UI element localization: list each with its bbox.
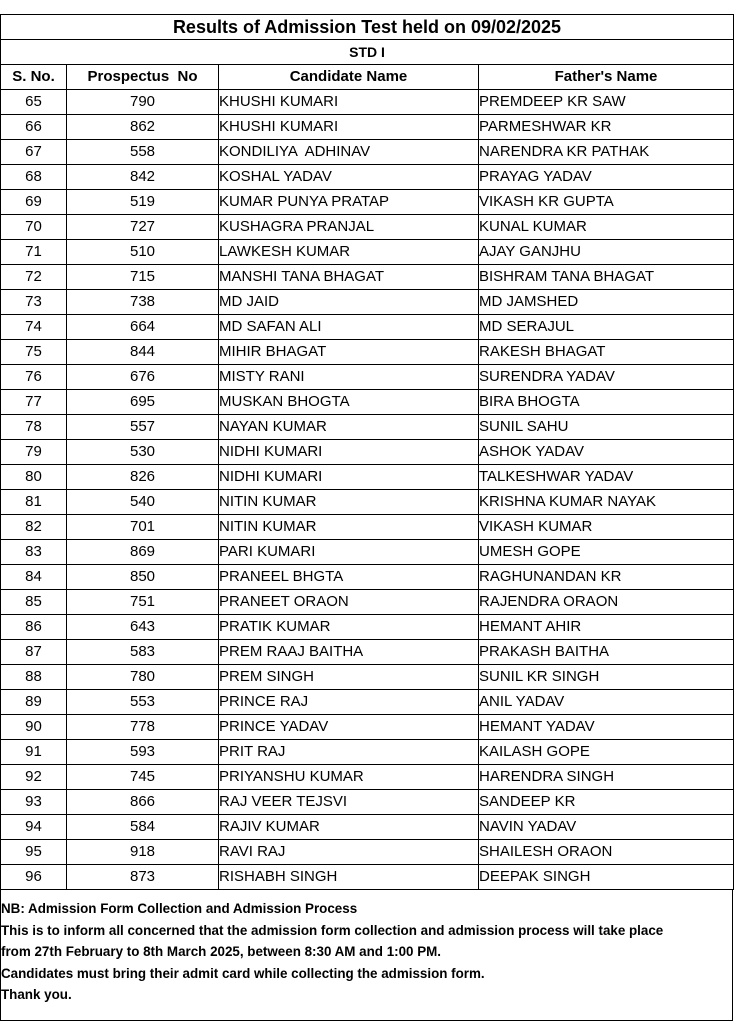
table-row: [1, 140, 734, 165]
candidate-name-cell: PRANEEL BHGTA: [219, 565, 479, 590]
serial-number-cell: 78: [1, 415, 67, 440]
serial-number-cell: 79: [1, 440, 67, 465]
table-row: [1, 165, 734, 190]
candidate-name-cell: PRINCE YADAV: [219, 715, 479, 740]
table-row: [1, 490, 734, 515]
serial-number-cell: 94: [1, 815, 67, 840]
candidate-name-cell: NITIN KUMAR: [219, 515, 479, 540]
candidate-name-cell: RISHABH SINGH: [219, 865, 479, 890]
prospectus-number-cell: 701: [67, 515, 219, 540]
serial-number-cell: 95: [1, 840, 67, 865]
candidate-name-cell: KUMAR PUNYA PRATAP: [219, 190, 479, 215]
father-name-cell: KRISHNA KUMAR NAYAK: [479, 490, 734, 515]
table-row: [1, 740, 734, 765]
table-row: [1, 240, 734, 265]
serial-number-cell: 71: [1, 240, 67, 265]
prospectus-number-cell: 557: [67, 415, 219, 440]
prospectus-number-cell: 873: [67, 865, 219, 890]
column-header-candidate: Candidate Name: [219, 65, 479, 90]
notice-line: from 27th February to 8th March 2025, between 8:30 AM and 1:00 PM.: [1, 944, 442, 959]
father-name-cell: ASHOK YADAV: [479, 440, 734, 465]
results-table: [0, 14, 734, 890]
prospectus-number-cell: 664: [67, 315, 219, 340]
title-row: [1, 15, 734, 40]
table-row: [1, 340, 734, 365]
table-row: [1, 790, 734, 815]
table-row: [1, 90, 734, 115]
prospectus-number-cell: 745: [67, 765, 219, 790]
table-row: [1, 315, 734, 340]
table-row: [1, 365, 734, 390]
prospectus-number-cell: 826: [67, 465, 219, 490]
father-name-cell: KAILASH GOPE: [479, 740, 734, 765]
serial-number-cell: 75: [1, 340, 67, 365]
serial-number-cell: 90: [1, 715, 67, 740]
prospectus-number-cell: 593: [67, 740, 219, 765]
prospectus-number-cell: 510: [67, 240, 219, 265]
prospectus-number-cell: 869: [67, 540, 219, 565]
father-name-cell: HARENDRA SINGH: [479, 765, 734, 790]
prospectus-number-cell: 530: [67, 440, 219, 465]
serial-number-cell: 87: [1, 640, 67, 665]
prospectus-number-cell: 583: [67, 640, 219, 665]
serial-number-cell: 74: [1, 315, 67, 340]
table-row: [1, 440, 734, 465]
father-name-cell: SANDEEP KR: [479, 790, 734, 815]
serial-number-cell: 89: [1, 690, 67, 715]
prospectus-number-cell: 553: [67, 690, 219, 715]
prospectus-number-cell: 778: [67, 715, 219, 740]
serial-number-cell: 92: [1, 765, 67, 790]
serial-number-cell: 86: [1, 615, 67, 640]
father-name-cell: MD SERAJUL: [479, 315, 734, 340]
table-row: [1, 465, 734, 490]
notice-block: [0, 890, 733, 1021]
father-name-cell: RAJENDRA ORAON: [479, 590, 734, 615]
candidate-name-cell: PRATIK KUMAR: [219, 615, 479, 640]
serial-number-cell: 82: [1, 515, 67, 540]
serial-number-cell: 72: [1, 265, 67, 290]
father-name-cell: RAKESH BHAGAT: [479, 340, 734, 365]
father-name-cell: RAGHUNANDAN KR: [479, 565, 734, 590]
prospectus-number-cell: 676: [67, 365, 219, 390]
father-name-cell: NARENDRA KR PATHAK: [479, 140, 734, 165]
table-row: [1, 190, 734, 215]
prospectus-number-cell: 780: [67, 665, 219, 690]
table-row: [1, 115, 734, 140]
father-name-cell: BISHRAM TANA BHAGAT: [479, 265, 734, 290]
serial-number-cell: 69: [1, 190, 67, 215]
prospectus-number-cell: 866: [67, 790, 219, 815]
serial-number-cell: 66: [1, 115, 67, 140]
notice-line: Candidates must bring their admit card while collecting the admission form.: [1, 965, 485, 981]
table-row: [1, 565, 734, 590]
prospectus-number-cell: 558: [67, 140, 219, 165]
table-row: [1, 765, 734, 790]
prospectus-number-cell: 862: [67, 115, 219, 140]
page-title: Results of Admission Test held on 09/02/2025: [1, 15, 734, 40]
father-name-cell: SURENDRA YADAV: [479, 365, 734, 390]
candidate-name-cell: KOSHAL YADAV: [219, 165, 479, 190]
father-name-cell: VIKASH KUMAR: [479, 515, 734, 540]
table-row: [1, 290, 734, 315]
serial-number-cell: 83: [1, 540, 67, 565]
table-row: [1, 815, 734, 840]
candidate-name-cell: PRANEET ORAON: [219, 590, 479, 615]
column-header-sno: S. No.: [1, 65, 67, 90]
father-name-cell: HEMANT YADAV: [479, 715, 734, 740]
father-name-cell: BIRA BHOGTA: [479, 390, 734, 415]
table-row: [1, 665, 734, 690]
serial-number-cell: 88: [1, 665, 67, 690]
serial-number-cell: 91: [1, 740, 67, 765]
notice-closing: Thank you.: [1, 987, 72, 1002]
prospectus-number-cell: 790: [67, 90, 219, 115]
serial-number-cell: 84: [1, 565, 67, 590]
candidate-name-cell: NIDHI KUMARI: [219, 465, 479, 490]
notice-line: This is to inform all concerned that the admission form collection and admission process will take place: [1, 922, 664, 938]
candidate-name-cell: MANSHI TANA BHAGAT: [219, 265, 479, 290]
father-name-cell: SHAILESH ORAON: [479, 840, 734, 865]
candidate-name-cell: NAYAN KUMAR: [219, 415, 479, 440]
candidate-name-cell: MIHIR BHAGAT: [219, 340, 479, 365]
table-row: [1, 540, 734, 565]
notice-heading: NB: Admission Form Collection and Admission Process: [1, 901, 358, 916]
serial-number-cell: 85: [1, 590, 67, 615]
candidate-name-cell: PREM RAAJ BAITHA: [219, 640, 479, 665]
table-row: [1, 865, 734, 890]
candidate-name-cell: RAJ VEER TEJSVI: [219, 790, 479, 815]
candidate-name-cell: KONDILIYA ADHINAV: [219, 140, 479, 165]
father-name-cell: DEEPAK SINGH: [479, 865, 734, 890]
table-row: [1, 690, 734, 715]
candidate-name-cell: PARI KUMARI: [219, 540, 479, 565]
serial-number-cell: 67: [1, 140, 67, 165]
prospectus-number-cell: 643: [67, 615, 219, 640]
father-name-cell: SUNIL KR SINGH: [479, 665, 734, 690]
table-row: [1, 215, 734, 240]
candidate-name-cell: MUSKAN BHOGTA: [219, 390, 479, 415]
prospectus-number-cell: 540: [67, 490, 219, 515]
candidate-name-cell: MD SAFAN ALI: [219, 315, 479, 340]
serial-number-cell: 81: [1, 490, 67, 515]
father-name-cell: NAVIN YADAV: [479, 815, 734, 840]
table-row: [1, 265, 734, 290]
candidate-name-cell: RAVI RAJ: [219, 840, 479, 865]
father-name-cell: AJAY GANJHU: [479, 240, 734, 265]
prospectus-number-cell: 695: [67, 390, 219, 415]
table-row: [1, 615, 734, 640]
candidate-name-cell: NITIN KUMAR: [219, 490, 479, 515]
prospectus-number-cell: 850: [67, 565, 219, 590]
candidate-name-cell: PRIT RAJ: [219, 740, 479, 765]
table-row: [1, 640, 734, 665]
table-row: [1, 590, 734, 615]
class-label: STD I: [1, 40, 734, 65]
candidate-name-cell: KUSHAGRA PRANJAL: [219, 215, 479, 240]
father-name-cell: VIKASH KR GUPTA: [479, 190, 734, 215]
prospectus-number-cell: 738: [67, 290, 219, 315]
serial-number-cell: 70: [1, 215, 67, 240]
father-name-cell: TALKESHWAR YADAV: [479, 465, 734, 490]
prospectus-number-cell: 584: [67, 815, 219, 840]
results-body: [1, 90, 734, 890]
table-row: [1, 715, 734, 740]
candidate-name-cell: KHUSHI KUMARI: [219, 90, 479, 115]
serial-number-cell: 73: [1, 290, 67, 315]
table-row: [1, 390, 734, 415]
results-sheet: [0, 14, 733, 1021]
candidate-name-cell: KHUSHI KUMARI: [219, 115, 479, 140]
serial-number-cell: 68: [1, 165, 67, 190]
table-row: [1, 840, 734, 865]
prospectus-number-cell: 715: [67, 265, 219, 290]
serial-number-cell: 65: [1, 90, 67, 115]
candidate-name-cell: NIDHI KUMARI: [219, 440, 479, 465]
father-name-cell: PARMESHWAR KR: [479, 115, 734, 140]
father-name-cell: UMESH GOPE: [479, 540, 734, 565]
father-name-cell: HEMANT AHIR: [479, 615, 734, 640]
serial-number-cell: 76: [1, 365, 67, 390]
candidate-name-cell: PRINCE RAJ: [219, 690, 479, 715]
serial-number-cell: 77: [1, 390, 67, 415]
prospectus-number-cell: 844: [67, 340, 219, 365]
serial-number-cell: 93: [1, 790, 67, 815]
father-name-cell: PRAKASH BAITHA: [479, 640, 734, 665]
candidate-name-cell: LAWKESH KUMAR: [219, 240, 479, 265]
candidate-name-cell: RAJIV KUMAR: [219, 815, 479, 840]
serial-number-cell: 80: [1, 465, 67, 490]
table-row: [1, 515, 734, 540]
prospectus-number-cell: 918: [67, 840, 219, 865]
header-row: [1, 65, 734, 90]
father-name-cell: SUNIL SAHU: [479, 415, 734, 440]
father-name-cell: PREMDEEP KR SAW: [479, 90, 734, 115]
father-name-cell: KUNAL KUMAR: [479, 215, 734, 240]
father-name-cell: PRAYAG YADAV: [479, 165, 734, 190]
column-header-prospectus: Prospectus No: [67, 65, 219, 90]
candidate-name-cell: MISTY RANI: [219, 365, 479, 390]
class-row: [1, 40, 734, 65]
candidate-name-cell: PRIYANSHU KUMAR: [219, 765, 479, 790]
column-header-father: Father's Name: [479, 65, 734, 90]
prospectus-number-cell: 727: [67, 215, 219, 240]
prospectus-number-cell: 519: [67, 190, 219, 215]
father-name-cell: MD JAMSHED: [479, 290, 734, 315]
prospectus-number-cell: 842: [67, 165, 219, 190]
candidate-name-cell: PREM SINGH: [219, 665, 479, 690]
candidate-name-cell: MD JAID: [219, 290, 479, 315]
serial-number-cell: 96: [1, 865, 67, 890]
prospectus-number-cell: 751: [67, 590, 219, 615]
table-row: [1, 415, 734, 440]
father-name-cell: ANIL YADAV: [479, 690, 734, 715]
